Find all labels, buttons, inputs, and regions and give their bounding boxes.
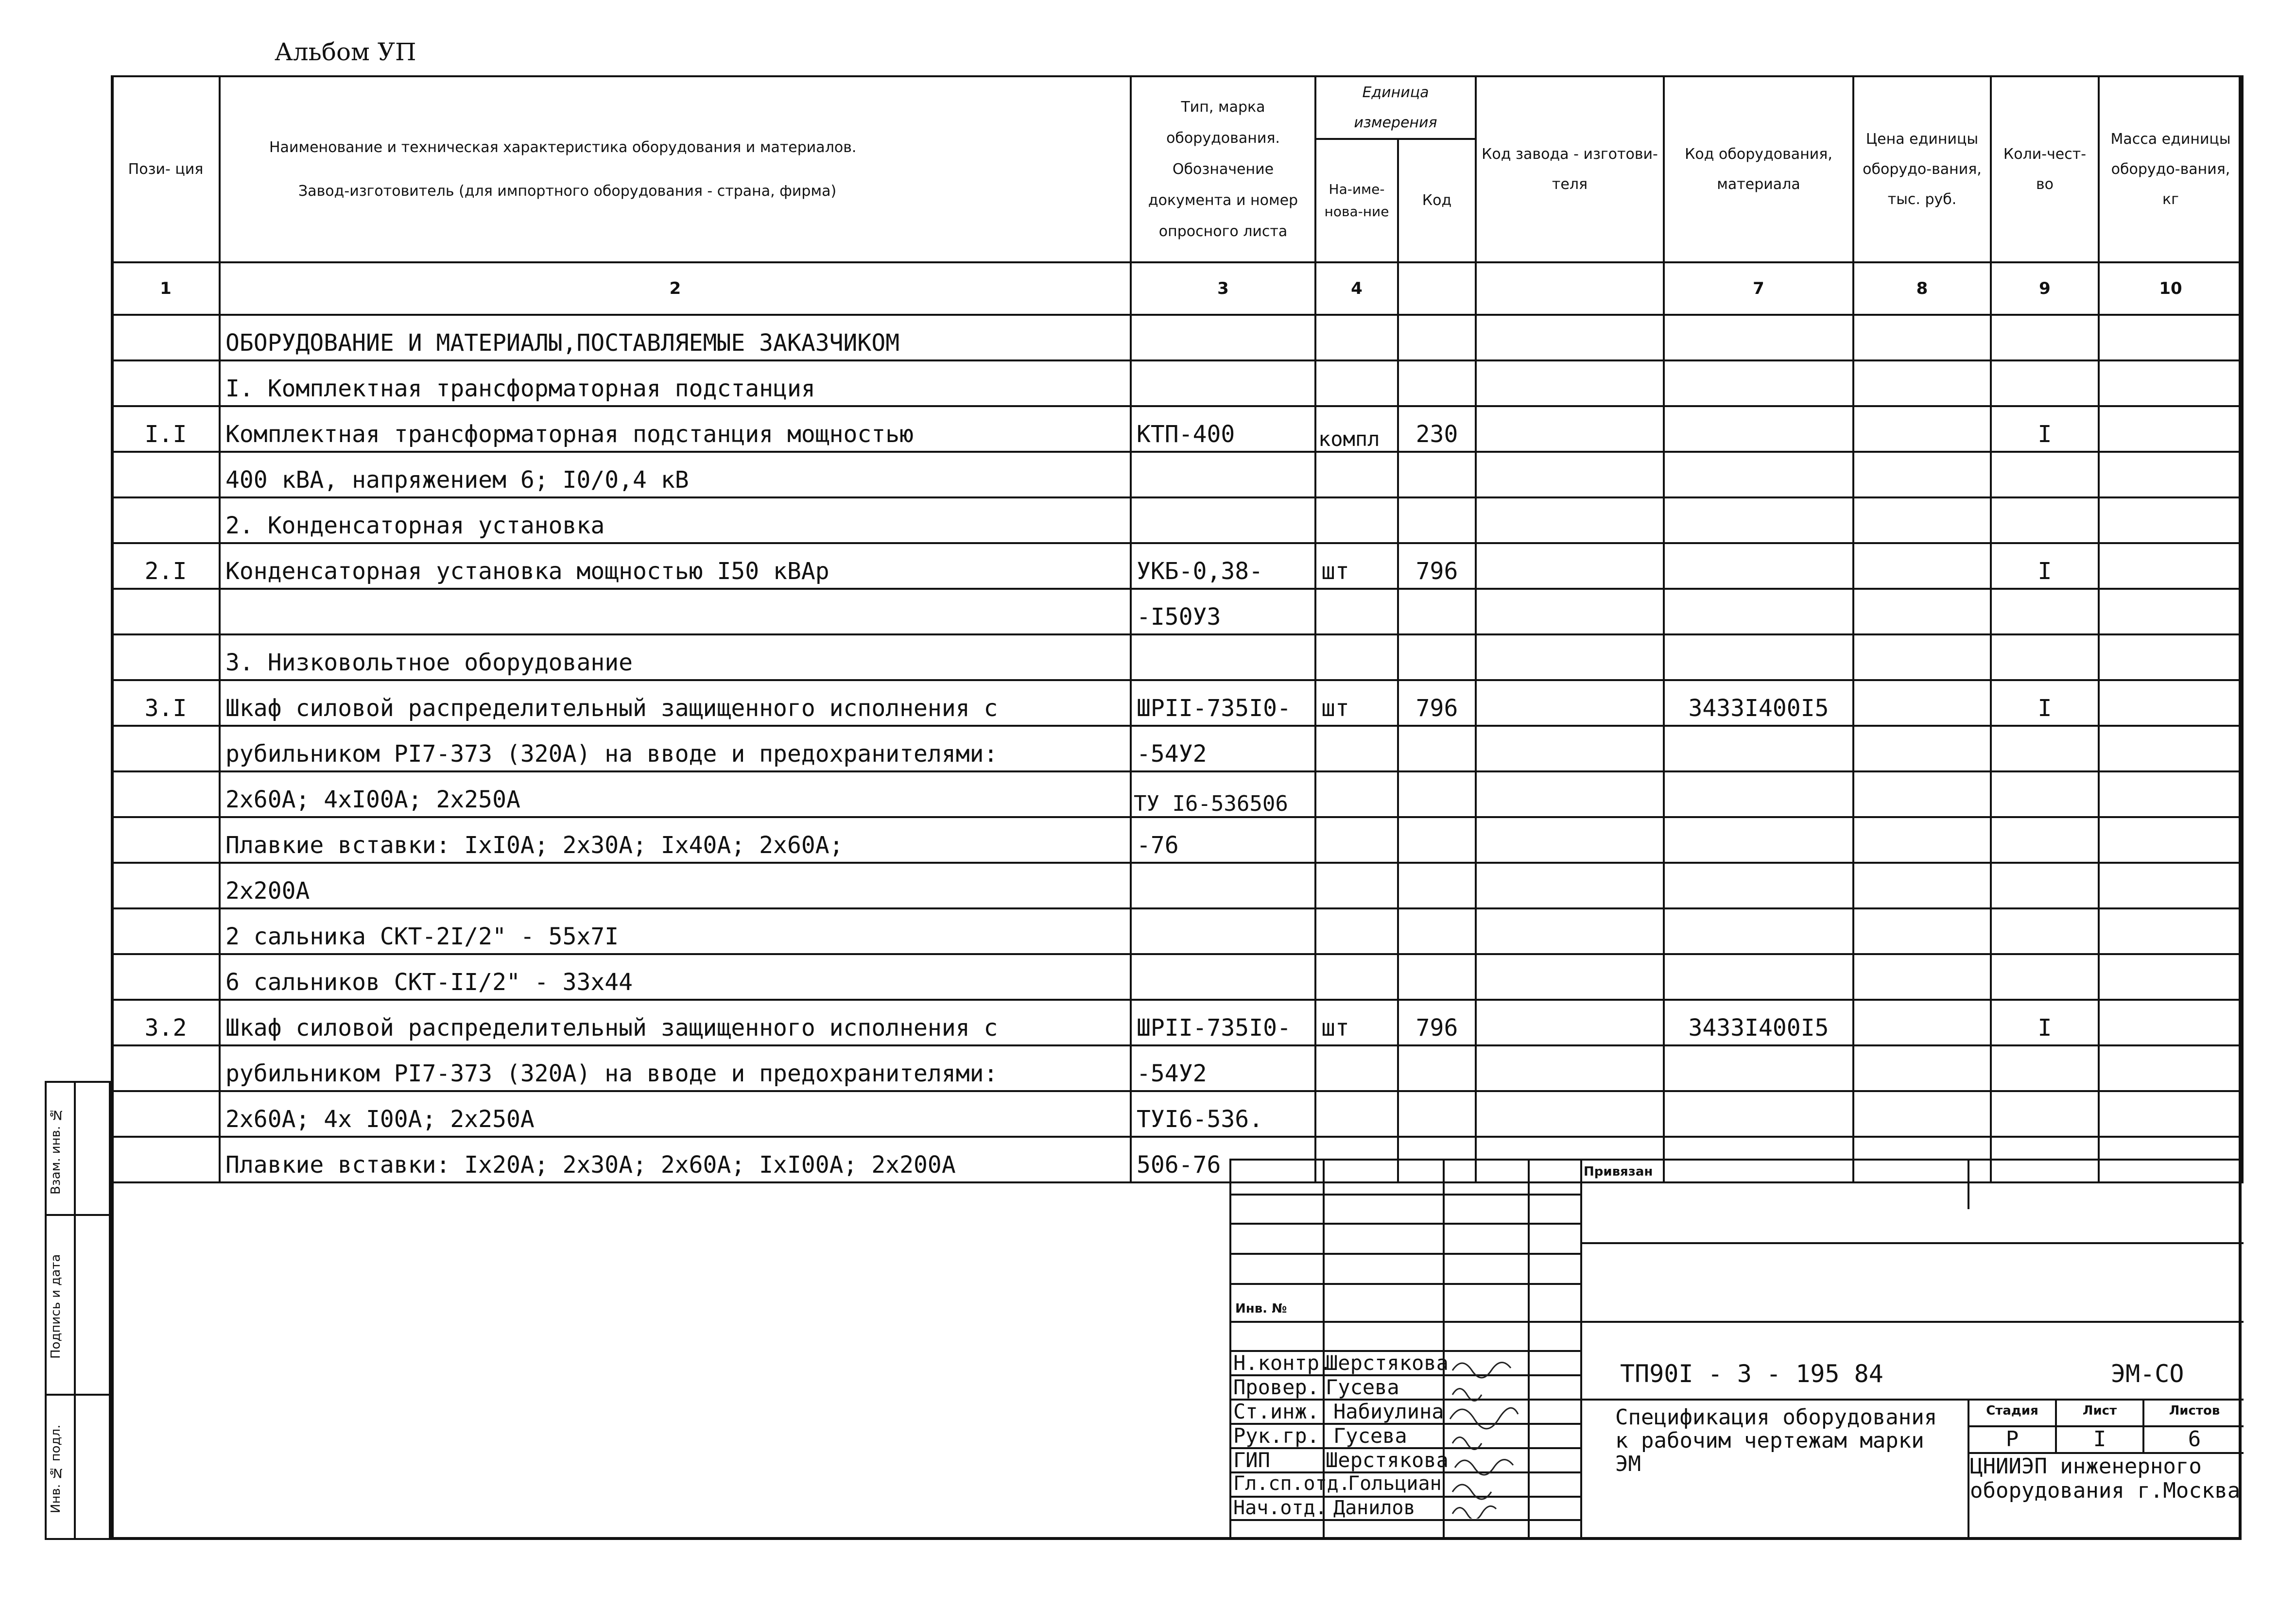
- position: I.I: [112, 406, 220, 452]
- table-row: [112, 726, 2243, 771]
- table-row: [112, 634, 2243, 680]
- side-stamp: [45, 1081, 111, 1540]
- equipment-code: [1664, 406, 1853, 452]
- drawing-mark: ЭМ-СО: [2111, 1360, 2184, 1388]
- header-mass: Масса единицы оборудо-вания, кг: [2099, 76, 2243, 262]
- role-name: Гольциан: [1348, 1472, 1442, 1495]
- num-10: 10: [2099, 262, 2243, 315]
- position: 3.2: [112, 1000, 220, 1045]
- item-name: 2 сальника СКТ-2I/2" - 55x7I: [220, 908, 1131, 954]
- num-1: 1: [112, 262, 220, 315]
- num-3: 3: [1131, 262, 1315, 315]
- sign-date-label: Подпись и дата: [49, 1254, 63, 1359]
- sheets-value: 6: [2188, 1427, 2201, 1452]
- role-label: Рук.гр.: [1233, 1424, 1320, 1448]
- doc-code: ТП90I - 3 - 195 84: [1620, 1360, 1883, 1388]
- role-name: Шерстякова: [1326, 1448, 1449, 1472]
- table-row: [112, 452, 2243, 497]
- quantity: I: [1991, 406, 2099, 452]
- sheets-label: Листов: [2169, 1403, 2220, 1418]
- inv-no-label: Инв. №: [1235, 1301, 1287, 1316]
- unit-name: шт: [1315, 543, 1398, 589]
- header-position: Пози- ция: [112, 76, 220, 262]
- type-mark: -I50У3: [1131, 589, 1315, 634]
- type-mark: ТУ I6-536506: [1131, 771, 1315, 817]
- table-row: [112, 908, 2243, 954]
- table-row: [112, 497, 2243, 543]
- type-mark: 506-76: [1131, 1137, 1315, 1182]
- type-mark: ТУI6-536.: [1131, 1091, 1315, 1137]
- item-name: Шкаф силовой распределительный защищенного исполнения с: [220, 1000, 1131, 1045]
- type-mark: -54У2: [1131, 726, 1315, 771]
- item-name: 2x200A: [220, 863, 1131, 908]
- num-7: 7: [1664, 262, 1853, 315]
- signatures: [1448, 1351, 1525, 1519]
- item-name: 6 сальников СКТ-II/2" - 33x44: [220, 954, 1131, 1000]
- role-label: Н.контр.: [1233, 1351, 1332, 1375]
- section-heading: 2. Конденсаторная установка: [220, 497, 1131, 543]
- side-stamp-line: [47, 1214, 111, 1216]
- unit-code: 230: [1398, 406, 1476, 452]
- stage-label: Стадия: [1986, 1403, 2038, 1418]
- stage-value: Р: [2005, 1427, 2019, 1452]
- header-price: Цена единицы оборудо-вания, тыс. руб.: [1853, 76, 1991, 262]
- table-row: [112, 1045, 2243, 1091]
- role-name: Гусева: [1333, 1424, 1407, 1448]
- table-row: [112, 315, 2243, 360]
- table-row: [112, 680, 2243, 726]
- item-name: Плавкие вставки: Ix20A; 2x30A; 2x60A; IxI00A; 2x200A: [220, 1137, 1131, 1182]
- num-2: 2: [220, 262, 1131, 315]
- header-quantity: Коли-чест-во: [1991, 76, 2099, 262]
- sheet-label: Лист: [2082, 1403, 2117, 1418]
- header-num-row: [112, 262, 2243, 315]
- item-name: 2x60A; 4xI00A; 2x250A: [220, 771, 1131, 817]
- position: 3.I: [112, 680, 220, 726]
- spec-table: [111, 75, 2244, 1183]
- side-stamp-line: [47, 1394, 111, 1396]
- role-label: Гл.сп.отд.: [1233, 1472, 1350, 1495]
- table-row: [112, 771, 2243, 817]
- num-4: 4: [1315, 262, 1398, 315]
- unit-name: шт: [1315, 1000, 1398, 1045]
- table-row: [112, 406, 2243, 452]
- role-label: Нач.отд.: [1233, 1497, 1327, 1519]
- type-mark: ШРII-735I0-: [1131, 680, 1315, 726]
- equipment-code: 3433I400I5: [1664, 680, 1853, 726]
- item-name: 400 кВА, напряжением 6; I0/0,4 кВ: [220, 452, 1131, 497]
- item-name: Шкаф силовой распределительный защищенного исполнения с: [220, 680, 1131, 726]
- table-row: [112, 1000, 2243, 1045]
- sheet-value: I: [2093, 1427, 2106, 1452]
- table-row: [112, 360, 2243, 406]
- plant-code: [1476, 406, 1664, 452]
- num-8: 8: [1853, 262, 1991, 315]
- role-label: Ст.инж.: [1233, 1400, 1320, 1423]
- table-row: [112, 954, 2243, 1000]
- privyazan-label: Привязан: [1584, 1164, 1653, 1179]
- item-name: рубильником PI7-373 (320A) на вводе и предохранителями:: [220, 726, 1131, 771]
- position: 2.I: [112, 543, 220, 589]
- title-block: [1229, 1159, 2242, 1540]
- unit-name: компл: [1315, 406, 1398, 452]
- header-row-1: [112, 76, 2243, 139]
- role-name: Набиулина: [1333, 1400, 1444, 1423]
- role-name: Данилов: [1333, 1497, 1416, 1519]
- quantity: I: [1991, 543, 2099, 589]
- album-label: Альбом УП: [275, 38, 416, 66]
- table-row: [112, 543, 2243, 589]
- header-unit-group: Единица измерения: [1315, 76, 1476, 139]
- section-heading: I. Комплектная трансформаторная подстанция: [220, 360, 1131, 406]
- unit-code: 796: [1398, 543, 1476, 589]
- num-6: [1476, 262, 1664, 315]
- header-name-line2: Завод-изготовитель (для импортного оборудования - страна, фирма): [298, 182, 837, 200]
- item-name: рубильником PI7-373 (320A) на вводе и предохранителями:: [220, 1045, 1131, 1091]
- role-name: Шерстякова: [1326, 1351, 1449, 1375]
- header-equipment-code: Код оборудования, материала: [1664, 76, 1853, 262]
- item-name: 2x60A; 4x I00A; 2x250A: [220, 1091, 1131, 1137]
- header-type: Тип, марка оборудования. Обозначение документа и номер опросного листа: [1131, 76, 1315, 262]
- type-mark: ШРII-735I0-: [1131, 1000, 1315, 1045]
- quantity: I: [1991, 680, 2099, 726]
- num-5: [1398, 262, 1476, 315]
- type-mark: -76: [1131, 817, 1315, 863]
- unit-code: 796: [1398, 1000, 1476, 1045]
- header-unit-name: На-име-нова-ние: [1315, 139, 1398, 262]
- equipment-code: 3433I400I5: [1664, 1000, 1853, 1045]
- role-label: ГИП: [1233, 1448, 1270, 1472]
- side-stamp-divider: [74, 1083, 76, 1538]
- unit-name: шт: [1315, 680, 1398, 726]
- type-mark: УКБ-0,38-: [1131, 543, 1315, 589]
- header-name: [220, 76, 1131, 262]
- replace-inv-label: Взам. инв. №: [49, 1107, 63, 1195]
- table-row: [112, 817, 2243, 863]
- type-mark: -54У2: [1131, 1045, 1315, 1091]
- role-name: Гусева: [1326, 1375, 1399, 1399]
- header-name-line1: Наименование и техническая характеристика оборудования и материалов.: [269, 138, 857, 156]
- header-plant-code: Код завода - изготови-теля: [1476, 76, 1664, 262]
- organization: ЦНИИЭП инженерного оборудования г.Москва: [1970, 1454, 2241, 1503]
- table-row: [112, 863, 2243, 908]
- doc-description: Спецификация оборудования к рабочим чертежам марки ЭМ: [1615, 1405, 1937, 1476]
- num-9: 9: [1991, 262, 2099, 315]
- item-name: Комплектная трансформаторная подстанция мощностью: [220, 406, 1131, 452]
- quantity: I: [1991, 1000, 2099, 1045]
- table-row: [112, 1091, 2243, 1137]
- item-name: Конденсаторная установка мощностью I50 кВАр: [220, 543, 1131, 589]
- role-label: Провер.: [1233, 1375, 1320, 1399]
- unit-code: 796: [1398, 680, 1476, 726]
- item-name: Плавкие вставки: IxI0A; 2x30A; Ix40A; 2x60A;: [220, 817, 1131, 863]
- price: [1853, 406, 1991, 452]
- table-row: [112, 589, 2243, 634]
- header-unit-code: Код: [1398, 139, 1476, 262]
- section-heading: 3. Низковольтное оборудование: [220, 634, 1131, 680]
- inv-orig-label: Инв. № подл.: [49, 1424, 63, 1514]
- spec-title: ОБОРУДОВАНИЕ И МАТЕРИАЛЫ,ПОСТАВЛЯЕМЫЕ ЗАКАЗЧИКОМ: [220, 315, 1131, 360]
- type-mark: КТП-400: [1131, 406, 1315, 452]
- mass: [2099, 406, 2243, 452]
